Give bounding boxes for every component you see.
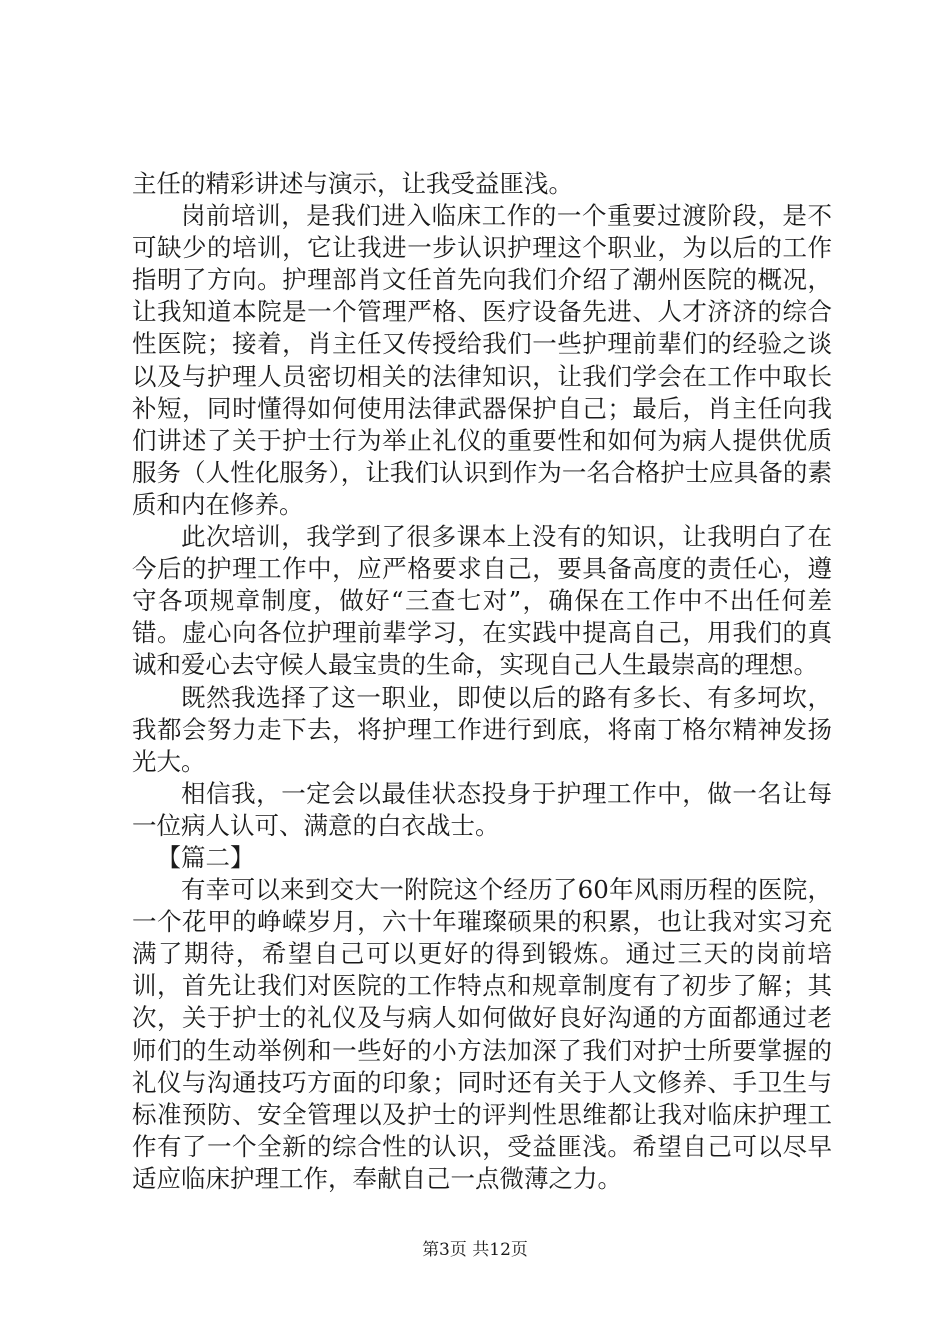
- paragraph-believe-me: 相信我，一定会以最佳状态投身于护理工作中，做一名让每一位病人认可、满意的白衣战士。: [132, 778, 832, 840]
- paragraph-continuation: 主任的精彩讲述与演示，让我受益匪浅。: [132, 169, 573, 198]
- paragraph-career-choice: 既然我选择了这一职业，即使以后的路有多长、有多坷坎，我都会努力走下去，将护理工作进行到底，将南丁格尔精神发扬光大。: [132, 682, 832, 776]
- paragraph-orientation-training: 岗前培训，是我们进入临床工作的一个重要过渡阶段，是不可缺少的培训，它让我进一步认识护理这个职业，为以后的工作指明了方向。护理部肖文任首先向我们介绍了潮州医院的概况，让我知道本院是一个管理严格、医疗设备先进、人才济济的综合性医院；接着，肖主任又传授给我们一些护理前辈们的经验之谈以及与护理人员密切相关的法律知识，让我们学会在工作中取长补短，同时懂得如何使用法律武器保护自己；最后，肖主任向我们讲述了关于护士行为举止礼仪的重要性和如何为病人提供优质服务（人性化服务），让我们认识到作为一名合格护士应具备的素质和内在修养。: [132, 201, 832, 519]
- paragraph-part-two-body: 有幸可以来到交大一附院这个经历了60年风雨历程的医院，一个花甲的峥嵘岁月，六十年璀璨硕果的积累，也让我对实习充满了期待，希望自己可以更好的得到锻炼。通过三天的岗前培训，首先让我们对医院的工作特点和规章制度有了初步了解；其次，关于护士的礼仪及与病人如何做好良好沟通的方面都通过老师们的生动举例和一些好的小方法加深了我们对护士所要掌握的礼仪与沟通技巧方面的印象；同时还有关于人文修养、手卫生与标准预防、安全管理以及护士的评判性思维都让我对临床护理工作有了一个全新的综合性的认识，受益匪浅。希望自己可以尽早适应临床护理工作，奉献自己一点微薄之力。: [132, 875, 832, 1193]
- section-heading-part-two: 【篇二】: [156, 842, 255, 872]
- paragraph-training-lessons: 此次培训，我学到了很多课本上没有的知识，让我明白了在今后的护理工作中，应严格要求自己，要具备高度的责任心，遵守各项规章制度，做好“三查七对”，确保在工作中不出任何差错。虚心向各位护理前辈学习，在实践中提高自己，用我们的真诚和爱心去守候人最宝贵的生命，实现自己人生最崇高的理想。: [132, 522, 832, 680]
- page-number-footer: 第3页 共12页: [422, 1240, 528, 1260]
- document-body: [132, 168, 832, 1195]
